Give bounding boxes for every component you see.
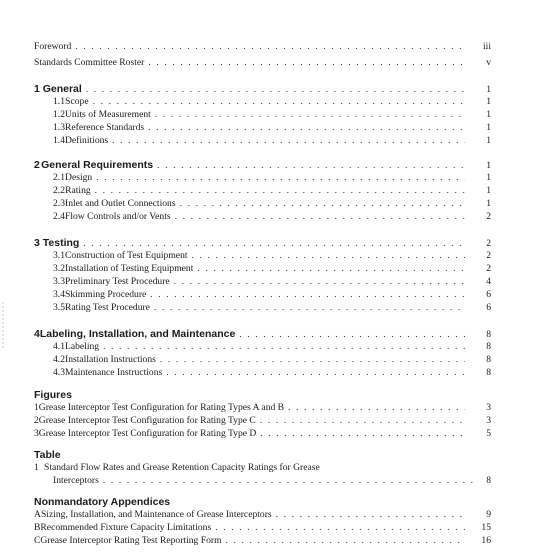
toc-entry-4-3[interactable] bbox=[34, 367, 491, 379]
entry-label: Labeling bbox=[65, 341, 100, 352]
entry-number: C bbox=[34, 535, 41, 546]
entry-number: 1 bbox=[34, 462, 39, 473]
entry-number: 3.4 bbox=[53, 289, 65, 300]
entry-number: 1.4 bbox=[53, 135, 65, 146]
toc-appendix-c[interactable] bbox=[34, 535, 491, 547]
toc-page-number: 1 bbox=[486, 109, 491, 120]
entry-label: Scope bbox=[65, 96, 89, 107]
toc-page-number: 3 bbox=[486, 415, 491, 426]
entry-label-continuation: Interceptors bbox=[53, 475, 99, 486]
entry-number: 1 bbox=[34, 402, 39, 413]
toc-appendix-b[interactable] bbox=[34, 522, 491, 534]
toc-entry-2-4[interactable] bbox=[34, 211, 491, 223]
toc-table-1-continuation[interactable] bbox=[53, 475, 491, 487]
toc-page-number: 8 bbox=[486, 354, 491, 365]
entry-label: Inlet and Outlet Connections bbox=[65, 198, 176, 209]
entry-number: A bbox=[34, 509, 41, 520]
toc-page-number: 1 bbox=[486, 122, 491, 133]
toc-entry-label: Standards Committee Roster bbox=[34, 57, 145, 68]
toc-page-number: iii bbox=[483, 41, 491, 52]
entry-label: Skimming Procedure bbox=[65, 289, 147, 300]
toc-entry-1-4[interactable] bbox=[34, 135, 491, 147]
toc-page-number: 1 bbox=[486, 172, 491, 183]
toc-page-number: 1 bbox=[486, 160, 491, 171]
toc-entry-4-2[interactable] bbox=[34, 354, 491, 366]
entry-label: Definitions bbox=[65, 135, 109, 146]
entry-number: 4.2 bbox=[53, 354, 65, 365]
section-title: General bbox=[42, 83, 82, 95]
entry-label: Sizing, Installation, and Maintenance of Grease Interceptors bbox=[40, 509, 272, 520]
entry-number: 3.3 bbox=[53, 276, 65, 287]
figures-heading: Figures bbox=[34, 389, 72, 401]
entry-number: 1.3 bbox=[53, 122, 65, 133]
entry-label: Rating bbox=[65, 185, 91, 196]
entry-number: 2.4 bbox=[53, 211, 65, 222]
toc-entry-foreword[interactable] bbox=[34, 41, 491, 53]
toc-page-number: 4 bbox=[486, 276, 491, 287]
toc-entry-3-1[interactable] bbox=[34, 250, 491, 262]
toc-entry-2-3[interactable] bbox=[34, 198, 491, 210]
toc-page-number: 2 bbox=[486, 263, 491, 274]
toc-entry-label: Foreword bbox=[34, 41, 72, 52]
toc-page-number: 2 bbox=[486, 211, 491, 222]
section-title: Labeling, Installation, and Maintenance bbox=[39, 328, 236, 340]
toc-section-1[interactable] bbox=[34, 83, 491, 95]
entry-number: 1.2 bbox=[53, 109, 65, 120]
entry-label: Preliminary Test Procedure bbox=[65, 276, 170, 287]
toc-section-3[interactable] bbox=[34, 237, 491, 249]
toc-entry-1-2[interactable] bbox=[34, 109, 491, 121]
entry-label: Reference Standards bbox=[65, 122, 145, 133]
toc-page-number: 1 bbox=[486, 198, 491, 209]
toc-figure-3[interactable] bbox=[34, 428, 491, 440]
entry-number: 3.1 bbox=[53, 250, 65, 261]
toc-entry-4-1[interactable] bbox=[34, 341, 491, 353]
entry-number: 3 bbox=[34, 428, 39, 439]
toc-figure-1[interactable] bbox=[34, 402, 491, 414]
entry-number: 2.2 bbox=[53, 185, 65, 196]
toc-page-number: 8 bbox=[486, 341, 491, 352]
toc-appendix-a[interactable] bbox=[34, 509, 491, 521]
toc-table-1[interactable] bbox=[34, 462, 491, 474]
toc-page-number: 16 bbox=[481, 535, 491, 546]
toc-page-number: 8 bbox=[486, 475, 491, 486]
toc-section-4[interactable] bbox=[34, 328, 491, 340]
margin-mark bbox=[2, 302, 4, 348]
entry-label: Recommended Fixture Capacity Limitations bbox=[40, 522, 212, 533]
table-heading: Table bbox=[34, 449, 61, 461]
toc-entry-3-5[interactable] bbox=[34, 302, 491, 314]
toc-entry-1-1[interactable] bbox=[34, 96, 491, 108]
toc-page-number: 2 bbox=[486, 250, 491, 261]
toc-page-number: 1 bbox=[486, 135, 491, 146]
entry-label: Grease Interceptor Rating Test Reporting Form bbox=[40, 535, 222, 546]
entry-number: B bbox=[34, 522, 41, 533]
appendices-heading: Nonmandatory Appendices bbox=[34, 496, 171, 508]
section-number: 4 bbox=[34, 328, 40, 340]
toc-entry-3-4[interactable] bbox=[34, 289, 491, 301]
entry-label: Installation Instructions bbox=[65, 354, 156, 365]
toc-page-number: 5 bbox=[486, 428, 491, 439]
entry-label: Construction of Test Equipment bbox=[65, 250, 188, 261]
entry-label: Grease Interceptor Test Configuration for Rating Type C bbox=[38, 415, 256, 426]
entry-number: 2 bbox=[34, 415, 39, 426]
entry-label: Grease Interceptor Test Configuration for Rating Types A and B bbox=[38, 402, 285, 413]
toc-entry-3-2[interactable] bbox=[34, 263, 491, 275]
toc-page-number: 1 bbox=[486, 84, 491, 95]
section-number: 3 bbox=[34, 237, 40, 249]
toc-entry-1-3[interactable] bbox=[34, 122, 491, 134]
entry-number: 2.3 bbox=[53, 198, 65, 209]
section-title: Testing bbox=[42, 237, 80, 249]
toc-page-number: 8 bbox=[486, 329, 491, 340]
entry-label: Installation of Testing Equipment bbox=[65, 263, 194, 274]
entry-number: 1.1 bbox=[53, 96, 65, 107]
entry-label: Standard Flow Rates and Grease Retention Capacity Ratings for Grease bbox=[44, 462, 320, 473]
toc-page-number: 15 bbox=[481, 522, 491, 533]
toc-page-number: 3 bbox=[486, 402, 491, 413]
toc-page-number: 8 bbox=[486, 367, 491, 378]
entry-number: 2.1 bbox=[53, 172, 65, 183]
entry-label: Design bbox=[65, 172, 93, 183]
entry-number: 3.5 bbox=[53, 302, 65, 313]
toc-entry-2-2[interactable] bbox=[34, 185, 491, 197]
entry-number: 4.1 bbox=[53, 341, 65, 352]
entry-label: Units of Measurement bbox=[65, 109, 151, 120]
toc-entry-2-1[interactable] bbox=[34, 172, 491, 184]
toc-section-2[interactable] bbox=[34, 159, 491, 171]
entry-number: 4.3 bbox=[53, 367, 65, 378]
entry-label: Flow Controls and/or Vents bbox=[65, 211, 171, 222]
entry-number: 3.2 bbox=[53, 263, 65, 274]
entry-label: Maintenance Instructions bbox=[65, 367, 163, 378]
toc-page-number: v bbox=[486, 57, 491, 68]
toc-entry-3-3[interactable] bbox=[34, 276, 491, 288]
toc-page-number: 1 bbox=[486, 185, 491, 196]
toc-page-number: 6 bbox=[486, 302, 491, 313]
toc-page-number: 9 bbox=[486, 509, 491, 520]
entry-label: Rating Test Procedure bbox=[65, 302, 150, 313]
toc-page-number: 2 bbox=[486, 238, 491, 249]
toc-figure-2[interactable] bbox=[34, 415, 491, 427]
toc-entry-roster[interactable] bbox=[34, 57, 491, 69]
section-number: 2 bbox=[34, 159, 40, 171]
section-number: 1 bbox=[34, 83, 40, 95]
toc-page-number: 6 bbox=[486, 289, 491, 300]
entry-label: Grease Interceptor Test Configuration for Rating Type D bbox=[38, 428, 257, 439]
section-title: General Requirements bbox=[41, 159, 154, 171]
toc-page-number: 1 bbox=[486, 96, 491, 107]
